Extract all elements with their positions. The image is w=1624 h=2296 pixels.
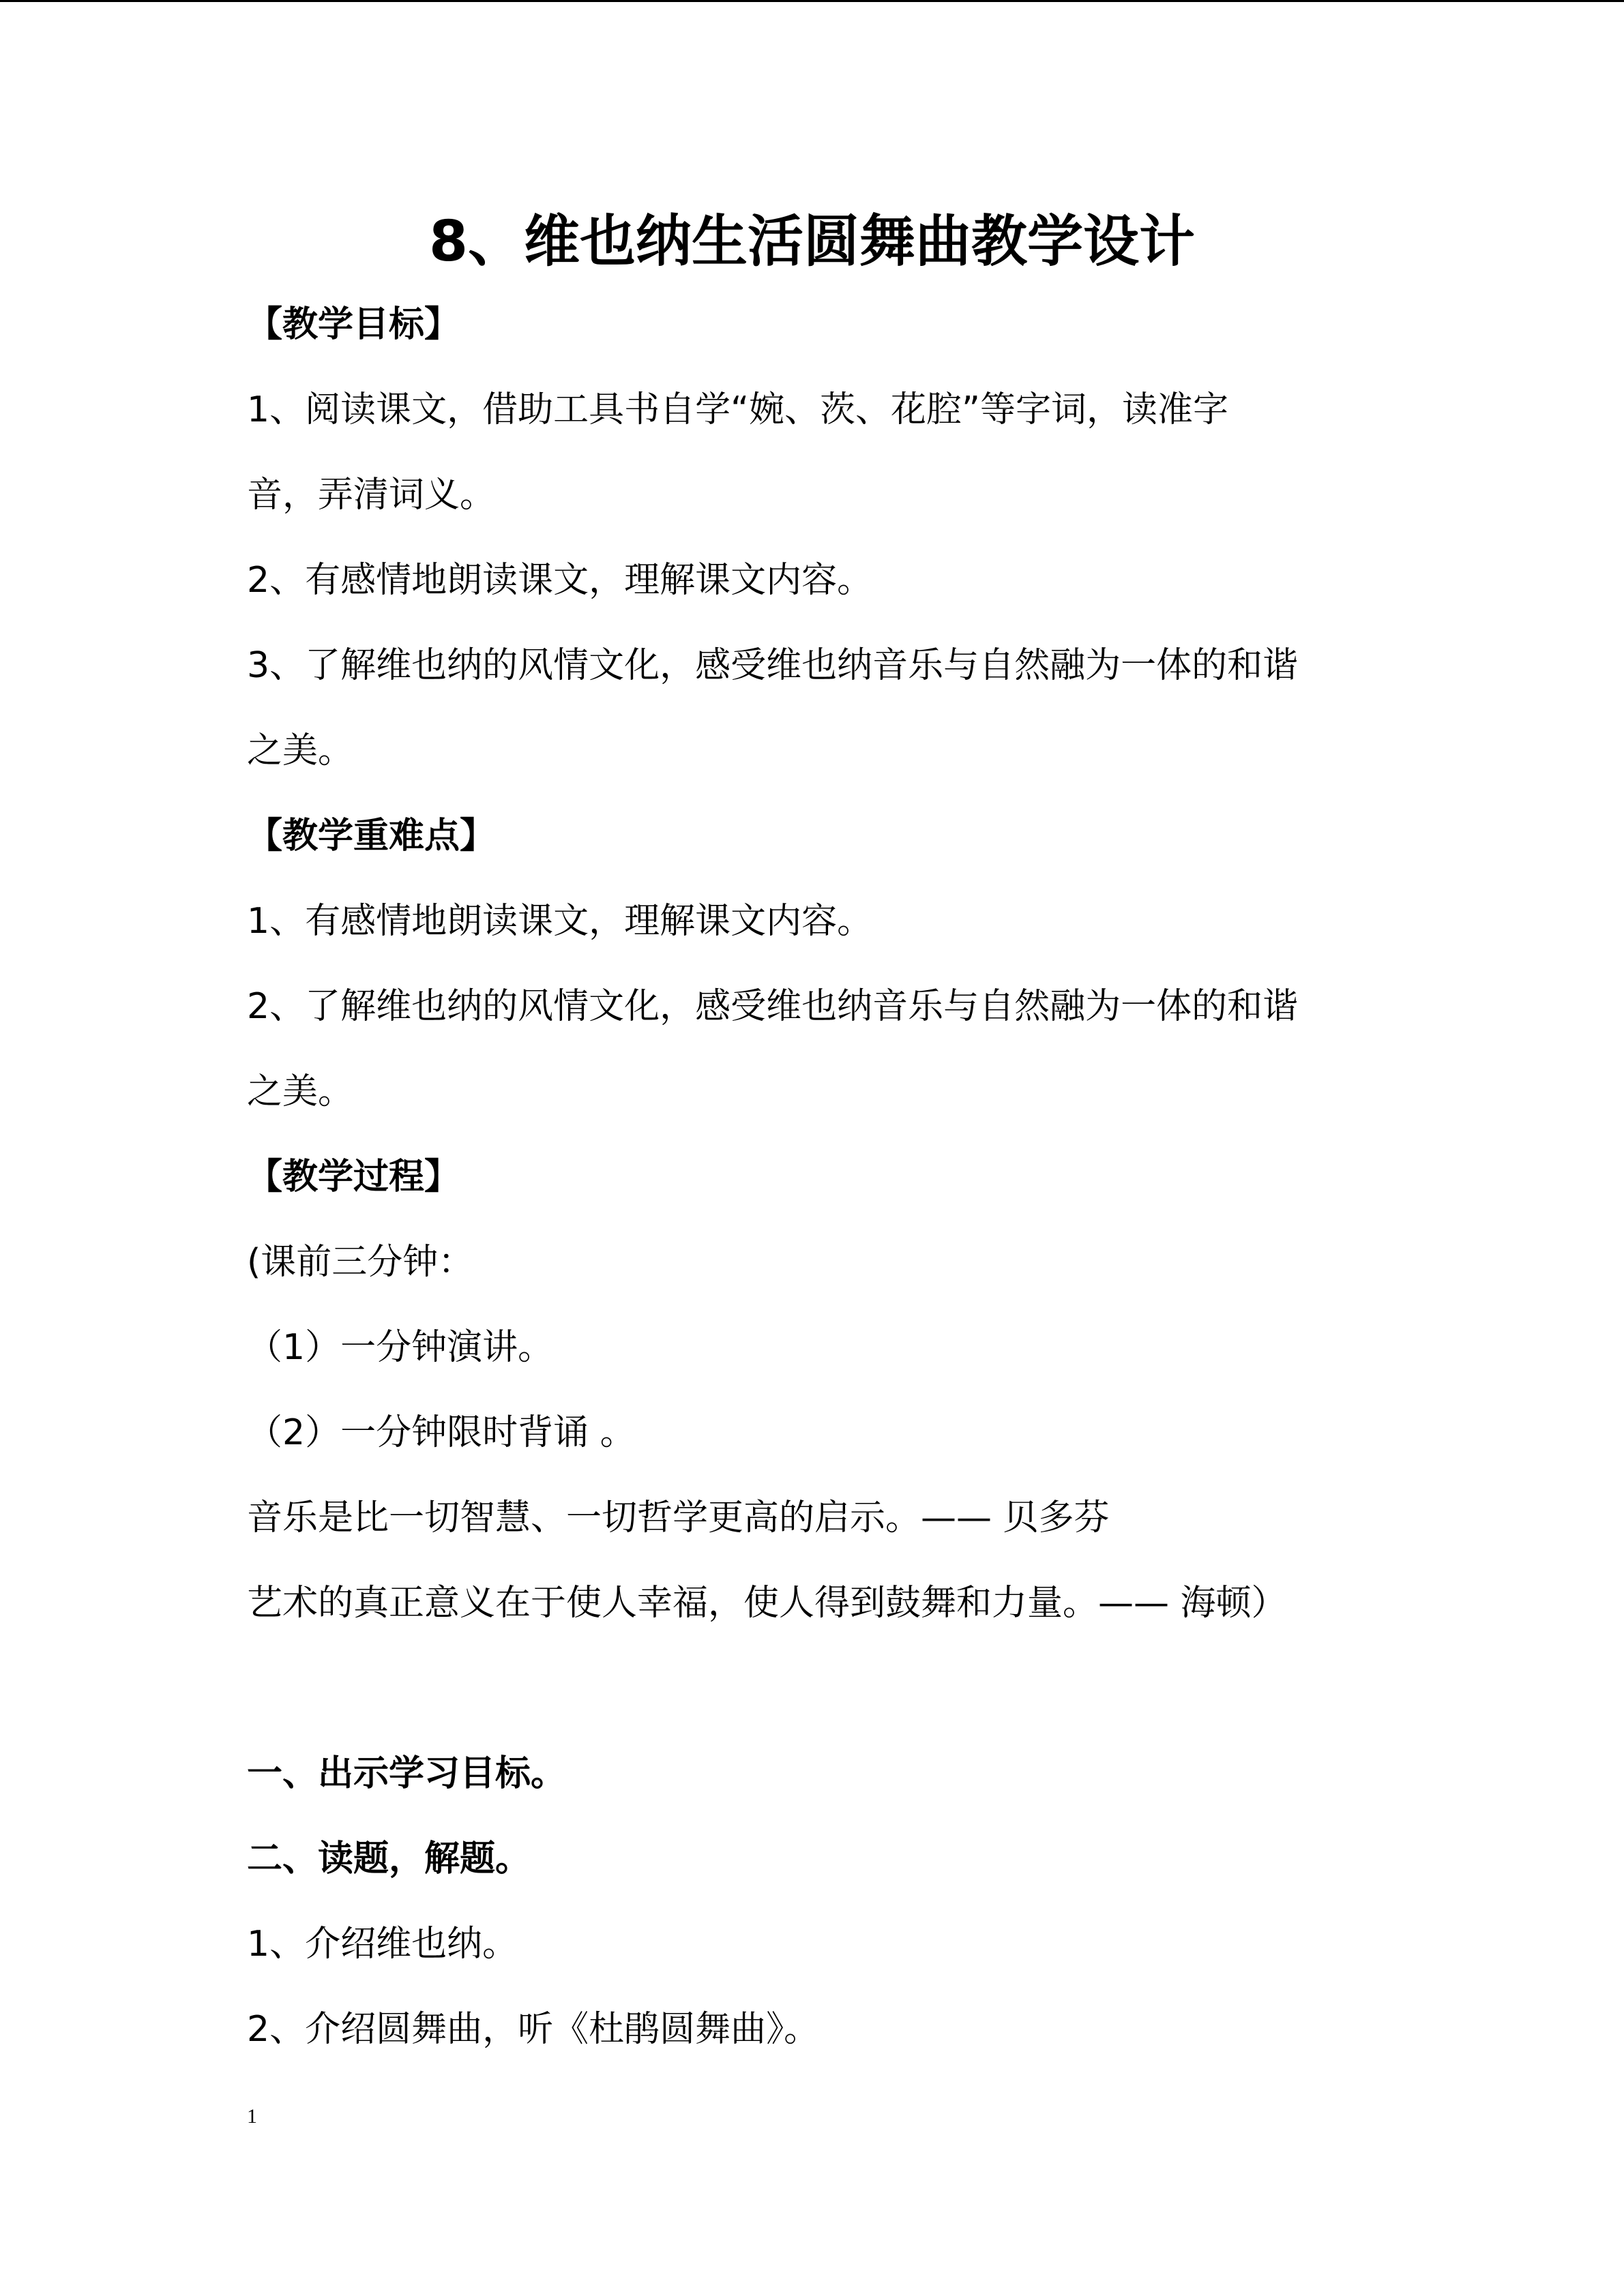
objective-3-line-2: 之美。 xyxy=(247,730,354,771)
key-point-1: 1、有感情地朗读课文，理解课文内容。 xyxy=(247,901,873,942)
objective-1-line-1: 1、阅读课文，借助工具书自学“婉、茨、花腔”等字词，读准字 xyxy=(247,389,1228,430)
pre-class-step-2: （2）一分钟限时背诵 。 xyxy=(247,1412,636,1453)
section-2-item-2: 2、介绍圆舞曲，听《杜鹃圆舞曲》。 xyxy=(247,2009,820,2050)
objective-1-line-2: 音，弄清词义。 xyxy=(247,475,496,516)
pre-class-intro: (课前三分钟： xyxy=(247,1242,474,1283)
objective-3-line-1: 3、了解维也纳的风情文化，感受维也纳音乐与自然融为一体的和谐 xyxy=(247,645,1299,686)
section-2-item-1: 1、介绍维也纳。 xyxy=(247,1924,518,1965)
top-border xyxy=(0,0,1624,2)
key-point-2-line-2: 之美。 xyxy=(247,1071,354,1112)
quote-haydn: 艺术的真正意义在于使人幸福，使人得到鼓舞和力量。—— 海顿） xyxy=(247,1583,1287,1624)
process-heading: 【教学过程】 xyxy=(247,1157,460,1197)
objective-2: 2、有感情地朗读课文，理解课文内容。 xyxy=(247,560,873,601)
page-number: 1 xyxy=(247,2105,257,2128)
section-2-heading: 二、读题，解题。 xyxy=(247,1838,531,1879)
section-1-heading: 一、出示学习目标。 xyxy=(247,1753,567,1794)
page-title: 8、维也纳生活圆舞曲教学设计 xyxy=(428,209,1196,274)
key-points-heading: 【教学重难点】 xyxy=(247,816,496,856)
quote-beethoven: 音乐是比一切智慧、一切哲学更高的启示。—— 贝多芬 xyxy=(247,1497,1110,1538)
key-point-2-line-1: 2、了解维也纳的风情文化，感受维也纳音乐与自然融为一体的和谐 xyxy=(247,986,1299,1027)
objectives-heading: 【教学目标】 xyxy=(247,304,460,345)
pre-class-step-1: （1）一分钟演讲。 xyxy=(247,1327,554,1368)
